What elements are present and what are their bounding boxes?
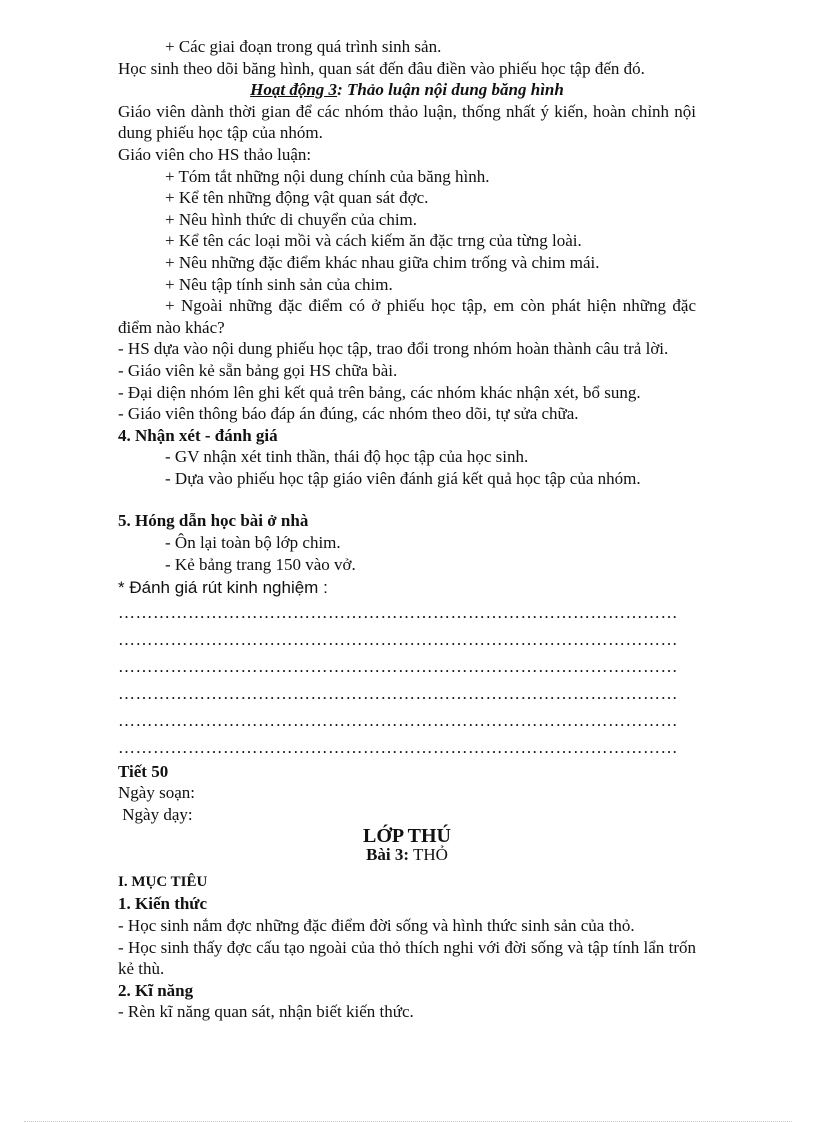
step-item: - Đại diện nhóm lên ghi kết quả trên bảng, các nhóm khác nhận xét, bổ sung. <box>118 382 641 402</box>
paragraph: + Các giai đoạn trong quá trình sinh sản. <box>165 37 442 56</box>
discussion-item: + Nêu tập tính sinh sản của chim. <box>165 274 393 294</box>
section-item: - Ôn lại toàn bộ lớp chim. <box>165 533 341 553</box>
dotted-line: …………………………………………………………………………………… <box>118 683 678 703</box>
skills-heading: 2. Kĩ năng <box>118 980 194 1000</box>
knowledge-heading: 1. Kiến thức <box>118 894 208 914</box>
lesson-label: Bài 3: <box>366 845 410 865</box>
paragraph: Học sinh theo dõi băng hình, quan sát đến đâu điền vào phiếu học tập đến đó. <box>118 58 645 78</box>
discussion-item: + Nêu hình thức di chuyển của chim. <box>165 209 418 229</box>
section-heading: 4. Nhận xét - đánh giá <box>118 425 278 445</box>
discussion-item: + Kể tên các loại mồi và cách kiếm ăn đặc trng của từng loài. <box>165 231 582 251</box>
section-item: - Dựa vào phiếu học tập giáo viên đánh giá kết quả học tập của nhóm. <box>165 468 641 488</box>
prep-date: Ngày soạn: <box>118 783 195 803</box>
spacer <box>118 489 696 510</box>
dotted-line: …………………………………………………………………………………… <box>118 602 678 622</box>
evaluation-heading: * Đánh giá rút kinh nghiệm : <box>118 578 328 598</box>
step-item: - HS dựa vào nội dung phiếu học tập, trao đổi trong nhóm hoàn thành câu trả lời. <box>118 339 669 359</box>
lesson-number: Tiết 50 <box>118 761 169 781</box>
discussion-item: + Kể tên những động vật quan sát đợc. <box>165 188 429 208</box>
dotted-line: …………………………………………………………………………………… <box>118 737 678 757</box>
paragraph: Giáo viên cho HS thảo luận: <box>118 144 312 164</box>
document-page <box>118 36 696 1023</box>
activity-heading <box>118 79 696 101</box>
lesson-title <box>118 844 696 866</box>
knowledge-item: - Học sinh nắm đợc những đặc điểm đời sống và hình thức sinh sản của thỏ. <box>118 916 635 935</box>
step-item: - Giáo viên thông báo đáp án đúng, các nhóm theo dõi, tự sửa chữa. <box>118 404 579 424</box>
section-item: - Kẻ bảng trang 150 vào vở. <box>165 554 356 574</box>
teach-date: Ngày dạy: <box>118 805 193 825</box>
paragraph: Giáo viên dành thời gian để các nhóm thảo luận, thống nhất ý kiến, hoàn chỉnh nội dung phiếu học tập của nhóm. <box>118 101 696 143</box>
page-bottom-border <box>24 1121 792 1122</box>
discussion-item: + Nêu những đặc điểm khác nhau giữa chim trống và chim mái. <box>165 252 600 272</box>
objectives-heading: I. MỤC TIÊU <box>118 873 208 890</box>
knowledge-item: - Học sinh thấy đợc cấu tạo ngoài của thỏ thích nghi với đời sống và tập tính lẩn trốn kẻ thù. <box>118 937 696 979</box>
skills-item: - Rèn kĩ năng quan sát, nhận biết kiến thức. <box>118 1002 414 1022</box>
lesson-name: THỎ <box>409 845 448 865</box>
class-title: LỚP THÚ <box>363 824 451 847</box>
activity-label: Hoạt động 3 <box>250 80 338 100</box>
discussion-item: + Ngoài những đặc điểm có ở phiếu học tập, em còn phát hiện những đặc điểm nào khác? <box>118 296 696 337</box>
activity-title: : Thảo luận nội dung băng hình <box>337 80 564 100</box>
step-item: - Giáo viên kẻ sẵn bảng gọi HS chữa bài. <box>118 360 398 380</box>
dotted-line: …………………………………………………………………………………… <box>118 656 678 676</box>
section-heading: 5. Hóng dẫn học bài ở nhà <box>118 511 309 531</box>
dotted-line: …………………………………………………………………………………… <box>118 710 678 730</box>
section-item: - GV nhận xét tinh thần, thái độ học tập của học sinh. <box>165 447 529 467</box>
dotted-line: …………………………………………………………………………………… <box>118 629 678 649</box>
discussion-item: + Tóm tắt những nội dung chính của băng hình. <box>165 166 490 186</box>
